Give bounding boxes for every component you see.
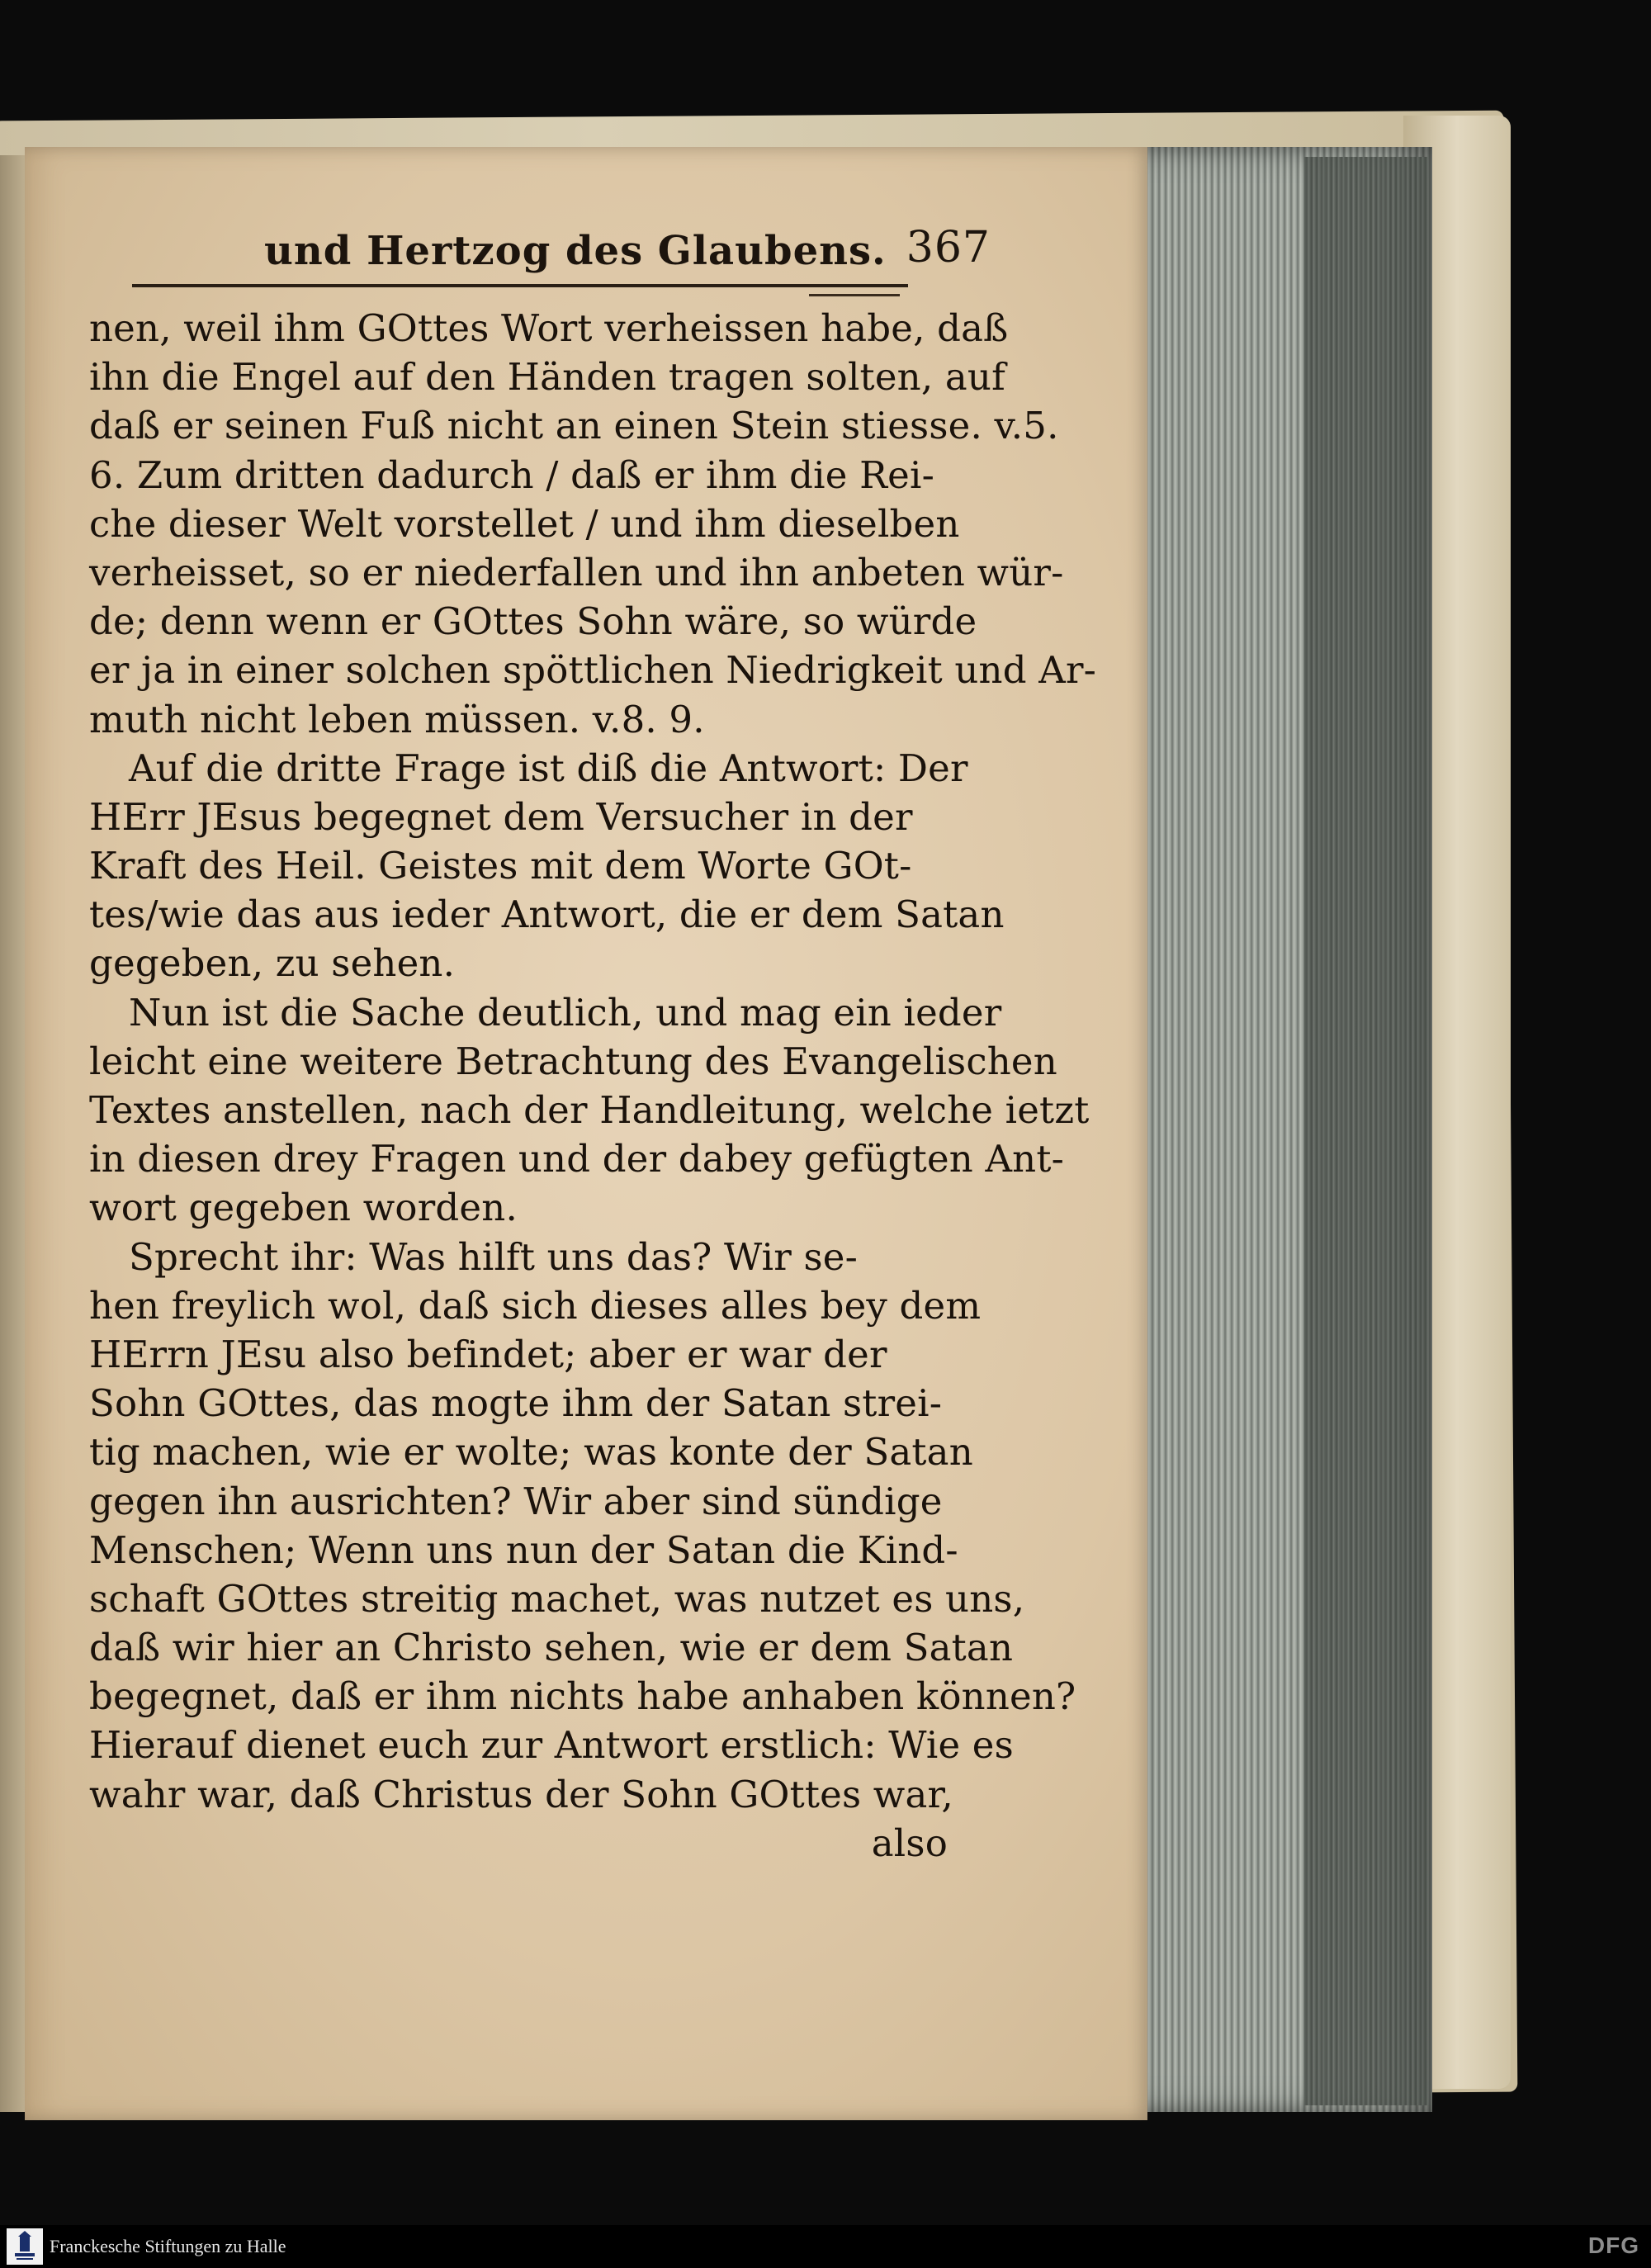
text-line: begegnet, daß er ihm nichts habe anhaben können? xyxy=(89,1674,1076,1719)
text-line: ihn die Engel auf den Händen tragen solten, auf xyxy=(89,355,1005,400)
text-line: Kraft des Heil. Geistes mit dem Worte GOt- xyxy=(89,844,912,888)
text-line: nen, weil ihm GOttes Wort verheissen habe, daß xyxy=(89,306,1009,350)
text-line: Sprecht ihr: Was hilft uns das? Wir se- xyxy=(129,1234,858,1279)
body-text xyxy=(89,304,1097,1868)
text-line: HErr JEsus begegnet dem Versucher in der xyxy=(89,794,913,839)
header-rule xyxy=(132,284,908,287)
text-line: muth nicht leben müssen. v.8. 9. xyxy=(89,697,705,741)
text-line: er ja in einer solchen spöttlichen Niedrigkeit und Ar- xyxy=(89,648,1097,693)
text-line: Sohn GOttes, das mogte ihm der Satan strei- xyxy=(89,1381,943,1426)
institution-name: Franckesche Stiftungen zu Halle xyxy=(50,2236,286,2256)
text-line: Nun ist die Sache deutlich, und mag ein ieder xyxy=(129,990,1002,1035)
text-line: che dieser Welt vorstellet / und ihm dieselben xyxy=(89,501,960,546)
text-line: verheisset, so er niederfallen und ihn anbeten wür- xyxy=(89,550,1064,594)
text-line: gegeben, zu sehen. xyxy=(89,941,456,986)
text-line: Hierauf dienet euch zur Antwort erstlich: Wie es xyxy=(89,1723,1014,1768)
text-line: Auf die dritte Frage ist diß die Antwort: Der xyxy=(129,746,968,790)
page-fore-edge-shadow xyxy=(1304,157,1428,2105)
text-line: in diesen drey Fragen und der dabey gefügten Ant- xyxy=(89,1137,1065,1181)
viewer-footer xyxy=(0,2225,1651,2268)
text-line: wort gegeben worden. xyxy=(89,1186,518,1230)
text-line: Textes anstellen, nach der Handleitung, welche ietzt xyxy=(89,1088,1090,1132)
text-line: daß er seinen Fuß nicht an einen Stein stiesse. v.5. xyxy=(89,404,1059,448)
text-line: leicht eine weitere Betrachtung des Evangelischen xyxy=(89,1039,1057,1083)
text-line: gegen ihn ausrichten? Wir aber sind sündige xyxy=(89,1479,943,1523)
catchword: also xyxy=(871,1821,948,1865)
text-line: 6. Zum dritten dadurch / daß er ihm die Rei- xyxy=(89,452,934,497)
running-head xyxy=(264,223,991,289)
institution-logo-icon xyxy=(7,2228,43,2265)
dfg-badge: DFG xyxy=(1587,2232,1639,2258)
page-number: 367 xyxy=(906,223,991,272)
text-line: wahr war, daß Christus der Sohn GOttes war, xyxy=(89,1772,953,1816)
text-line: tes/wie das aus ieder Antwort, die er dem Satan xyxy=(89,893,1005,937)
header-rule-short xyxy=(809,294,900,296)
text-line: tig machen, wie er wolte; was konte der Satan xyxy=(89,1430,973,1475)
text-line: Menschen; Wenn uns nun der Satan die Kind- xyxy=(89,1527,958,1572)
text-line: HErrn JEsu also befindet; aber er war der xyxy=(89,1332,887,1376)
running-head-title: und Hertzog des Glaubens. xyxy=(264,228,887,274)
text-line: schaft GOttes streitig machet, was nutzet es uns, xyxy=(89,1576,1025,1621)
text-line: hen freylich wol, daß sich dieses alles bey dem xyxy=(89,1283,982,1328)
text-line: de; denn wenn er GOttes Sohn wäre, so würde xyxy=(89,599,977,644)
text-line: daß wir hier an Christo sehen, wie er dem Satan xyxy=(89,1626,1014,1670)
